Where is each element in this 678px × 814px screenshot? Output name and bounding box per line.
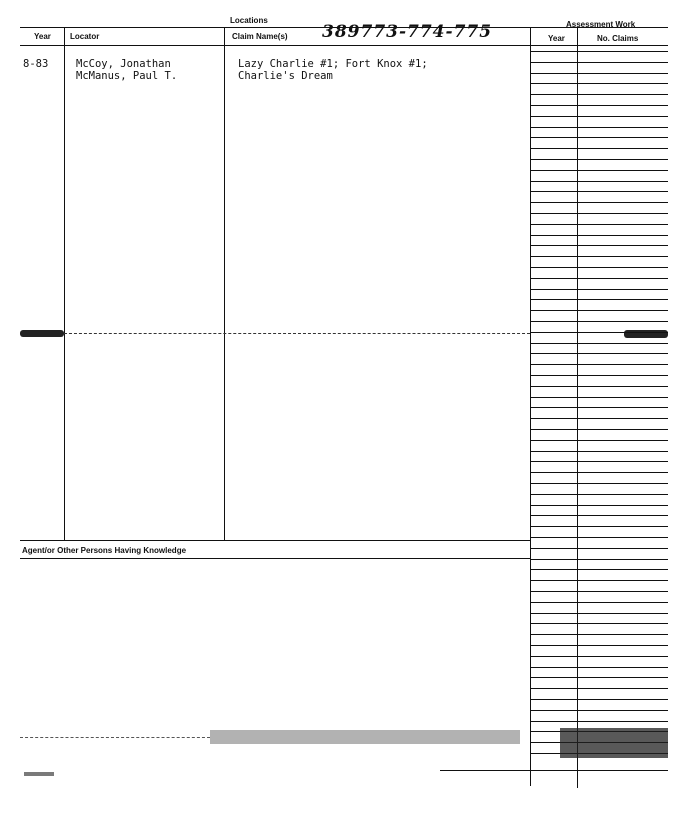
aw-year-claims-divider <box>577 28 578 788</box>
assessment-work-row-line <box>530 202 668 203</box>
assessment-work-row-line <box>530 364 668 365</box>
assessment-work-row-line <box>530 105 668 106</box>
assessment-work-row-line <box>530 656 668 657</box>
assessment-work-row-line <box>530 483 668 484</box>
assessment-work-header: Assessment Work <box>566 20 636 29</box>
entry-claims-1: Lazy Charlie #1; Fort Knox #1; <box>238 58 428 70</box>
assessment-work-row-line <box>530 116 668 117</box>
entry-year: 8-83 <box>23 58 49 70</box>
assessment-work-row-line <box>530 721 668 722</box>
assessment-work-row-line <box>530 386 668 387</box>
assessment-work-row-line <box>530 451 668 452</box>
aw-no-claims-column-header: No. Claims <box>597 34 639 43</box>
bottom-smudge-2 <box>560 728 668 758</box>
assessment-work-row-line <box>530 353 668 354</box>
assessment-work-row-line <box>530 429 668 430</box>
assessment-work-row-line <box>530 278 668 279</box>
assessment-work-row-line <box>530 677 668 678</box>
assessment-work-row-line <box>530 94 668 95</box>
locator-column-header: Locator <box>70 32 100 41</box>
entry-claims-2: Charlie's Dream <box>238 70 333 82</box>
assessment-work-row-line <box>530 602 668 603</box>
assessment-work-row-line <box>530 310 668 311</box>
assessment-work-row-line <box>530 688 668 689</box>
assessment-work-row-line <box>530 591 668 592</box>
assessment-work-row-line <box>530 613 668 614</box>
bottom-dashed-line <box>20 737 210 738</box>
assessment-work-row-line <box>530 137 668 138</box>
assessment-work-row-line <box>530 623 668 624</box>
assessment-work-row-line <box>530 472 668 473</box>
bottom-smudge-1 <box>210 730 520 744</box>
assessment-work-row-line <box>530 213 668 214</box>
assessment-work-row-line <box>530 440 668 441</box>
assessment-work-row-line <box>530 559 668 560</box>
claim-names-column-header: Claim Name(s) <box>232 32 288 41</box>
assessment-work-row-line <box>530 710 668 711</box>
assessment-work-row-line <box>530 569 668 570</box>
assessment-work-row-line <box>530 289 668 290</box>
assessment-work-row-line <box>530 332 668 333</box>
locator-claims-divider <box>224 28 225 540</box>
assessment-work-row-line <box>530 73 668 74</box>
assessment-work-row-line <box>530 537 668 538</box>
assessment-work-row-line <box>530 397 668 398</box>
assessment-work-row-line <box>530 181 668 182</box>
assessment-work-row-line <box>530 235 668 236</box>
assessment-work-row-line <box>530 505 668 506</box>
assessment-work-row-line <box>530 667 668 668</box>
assessment-work-row-line <box>530 191 668 192</box>
assessment-work-row-line <box>530 407 668 408</box>
assessment-work-row-line <box>530 699 668 700</box>
agent-section-label: Agent/or Other Persons Having Knowledge <box>22 546 187 555</box>
assessment-work-row-line <box>530 494 668 495</box>
assessment-work-row-line <box>530 245 668 246</box>
assessment-work-row-line <box>530 515 668 516</box>
assessment-work-row-line <box>530 375 668 376</box>
bottom-rule <box>440 770 668 771</box>
bottom-left-mark <box>24 772 54 776</box>
assessment-work-row-line <box>530 343 668 344</box>
assessment-work-row-line <box>530 321 668 322</box>
entry-locator-2: McManus, Paul T. <box>76 70 178 82</box>
assessment-work-row-line <box>530 526 668 527</box>
assessment-work-row-line <box>530 127 668 128</box>
assessment-work-row-line <box>530 461 668 462</box>
assessment-work-row-line <box>530 62 668 63</box>
assessment-work-row-line <box>530 548 668 549</box>
handwritten-claim-number: 389773-774-775 <box>322 22 493 42</box>
assessment-work-row-line <box>530 645 668 646</box>
assessment-work-row-line <box>530 634 668 635</box>
agent-section-bottom-rule <box>20 558 530 559</box>
year-locator-divider <box>64 28 65 540</box>
assessment-work-row-line <box>530 580 668 581</box>
assessment-work-row-line <box>530 159 668 160</box>
left-clip-mark <box>20 330 64 337</box>
aw-year-column-header: Year <box>548 34 565 43</box>
fold-line <box>64 333 530 334</box>
assessment-work-row-line <box>530 170 668 171</box>
locations-header: Locations <box>230 16 268 25</box>
assessment-work-row-line <box>530 299 668 300</box>
entry-locator-1: McCoy, Jonathan <box>76 58 171 70</box>
assessment-work-row-line <box>530 83 668 84</box>
agent-section-top-rule <box>20 540 530 541</box>
assessment-work-row-line <box>530 224 668 225</box>
assessment-work-row-line <box>530 51 668 52</box>
assessment-work-row-line <box>530 148 668 149</box>
assessment-work-row-line <box>530 267 668 268</box>
header-bottom-rule <box>20 45 668 46</box>
assessment-work-row-line <box>530 418 668 419</box>
assessment-work-row-line <box>530 256 668 257</box>
year-column-header: Year <box>34 32 51 41</box>
